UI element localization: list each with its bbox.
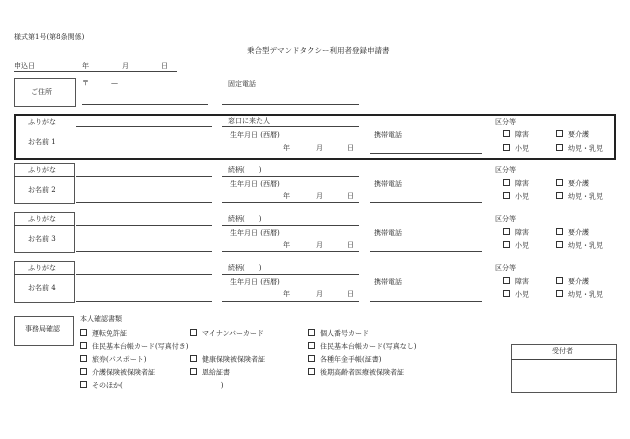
checkbox-icon: [80, 368, 87, 375]
disability-label: 障害: [515, 130, 529, 139]
landline-input-line[interactable]: [222, 104, 359, 105]
doc-label: 後期高齢者医療被保険者証: [320, 368, 404, 377]
applicant-3-disability-checkbox[interactable]: [503, 229, 529, 237]
applicant-3-relation-label: 続柄( ): [228, 215, 262, 223]
applicant-1-disability-checkbox[interactable]: [503, 131, 529, 139]
applicant-3-care-checkbox[interactable]: [556, 229, 589, 237]
checkbox-icon: [556, 130, 563, 137]
form-title: 乗合型デマンドタクシー利用者登録申請書: [247, 46, 390, 55]
applicant-1-child-checkbox[interactable]: [503, 145, 529, 153]
doc-label: そのほか( ): [92, 381, 224, 390]
doc-resident-card-photo[interactable]: [80, 343, 188, 351]
date-label: 申込日: [14, 62, 35, 70]
infant-label: 幼児・乳児: [568, 192, 603, 201]
office-confirm-label: 事務局確認: [25, 325, 60, 333]
applicant-1-birth-year: 年: [283, 144, 290, 152]
applicant-1-care-checkbox[interactable]: [556, 131, 589, 139]
date-month-unit: 月: [122, 62, 129, 70]
infant-label: 幼児・乳児: [568, 144, 603, 153]
applicant-4-mobile-label: 携帯電話: [374, 278, 402, 286]
doc-personal-number-card[interactable]: [308, 330, 369, 338]
receiver-label: 受付者: [552, 347, 573, 355]
checkbox-icon: [556, 241, 563, 248]
applicant-2-divider: [14, 176, 75, 177]
applicant-3-birth-year: 年: [283, 241, 290, 249]
care-label: 要介護: [568, 228, 589, 237]
applicant-3-mobile-label: 携帯電話: [374, 229, 402, 237]
applicant-2-relation-field[interactable]: [222, 176, 359, 177]
doc-care-insurance[interactable]: [80, 369, 155, 377]
infant-label: 幼児・乳児: [568, 241, 603, 250]
applicant-4-relation-label: 続柄( ): [228, 264, 262, 272]
checkbox-icon: [503, 144, 510, 151]
care-label: 要介護: [568, 179, 589, 188]
landline-label: 固定電話: [228, 80, 256, 88]
id-documents-heading: 本人確認書類: [80, 315, 122, 323]
applicant-4-disability-checkbox[interactable]: [503, 278, 529, 286]
checkbox-icon: [190, 329, 197, 336]
applicant-4-birth-field[interactable]: [222, 301, 359, 302]
applicant-2-name-field[interactable]: [76, 202, 212, 203]
applicant-4-birth-day: 日: [347, 290, 354, 298]
applicant-1-name-label: お名前 1: [28, 138, 56, 146]
doc-label: マイナンバーカード: [202, 329, 264, 338]
doc-label: 住民基本台帳カード(写真なし): [320, 342, 417, 351]
applicant-3-category-label: 区分等: [495, 215, 516, 223]
doc-drivers-license[interactable]: [80, 330, 127, 338]
checkbox-icon: [503, 130, 510, 137]
applicant-2-birth-field[interactable]: [222, 202, 359, 203]
applicant-2-child-checkbox[interactable]: [503, 193, 529, 201]
infant-label: 幼児・乳児: [568, 290, 603, 299]
postal-dash: —: [111, 79, 118, 87]
applicant-4-child-checkbox[interactable]: [503, 291, 529, 299]
checkbox-icon: [308, 342, 315, 349]
applicant-4-birth-year: 年: [283, 290, 290, 298]
checkbox-icon: [80, 381, 87, 388]
checkbox-icon: [503, 241, 510, 248]
applicant-3-mobile-field[interactable]: [370, 251, 482, 252]
checkbox-icon: [503, 277, 510, 284]
doc-resident-card-no-photo[interactable]: [308, 343, 416, 351]
applicant-4-mobile-field[interactable]: [370, 301, 482, 302]
applicant-2-birth-label: 生年月日 (西暦): [230, 180, 280, 188]
applicant-4-infant-checkbox[interactable]: [556, 291, 603, 299]
applicant-4-name-field[interactable]: [76, 301, 212, 302]
checkbox-icon: [308, 355, 315, 362]
applicant-1-category-label: 区分等: [495, 118, 516, 126]
date-underline: [14, 71, 177, 72]
applicant-2-category-label: 区分等: [495, 166, 516, 174]
applicant-4-furigana-field[interactable]: [76, 274, 212, 275]
applicant-3-birth-field[interactable]: [222, 251, 359, 252]
care-label: 要介護: [568, 130, 589, 139]
checkbox-icon: [503, 192, 510, 199]
doc-passport[interactable]: [80, 356, 146, 364]
doc-label: 運転免許証: [92, 329, 127, 338]
applicant-3-name-label: お名前 3: [28, 235, 56, 243]
applicant-1-birth-label: 生年月日 (西暦): [230, 131, 280, 139]
form-number: 様式第1号(第8条関係): [14, 33, 85, 41]
checkbox-icon: [308, 329, 315, 336]
applicant-3-furigana-label: ふりがな: [28, 215, 56, 223]
disability-label: 障害: [515, 277, 529, 286]
applicant-2-birth-day: 日: [347, 192, 354, 200]
applicant-1-relation-label: 窓口に来た人: [228, 117, 270, 125]
doc-label: 恩給証書: [202, 368, 230, 377]
checkbox-icon: [556, 228, 563, 235]
child-label: 小児: [515, 290, 529, 299]
applicant-4-birth-month: 月: [316, 290, 323, 298]
checkbox-icon: [80, 355, 87, 362]
applicant-4-name-label: お名前 4: [28, 284, 56, 292]
doc-label: 介護保険被保険者証: [92, 368, 155, 377]
checkbox-icon: [503, 179, 510, 186]
checkbox-icon: [503, 228, 510, 235]
applicant-1-birth-month: 月: [316, 144, 323, 152]
applicant-2-infant-checkbox[interactable]: [556, 193, 603, 201]
applicant-1-furigana-field[interactable]: [76, 126, 212, 127]
applicant-4-divider: [14, 274, 75, 275]
doc-label: 個人番号カード: [320, 329, 369, 338]
address-input-line[interactable]: [82, 104, 208, 105]
applicant-2-disability-checkbox[interactable]: [503, 180, 529, 188]
applicant-2-care-checkbox[interactable]: [556, 180, 589, 188]
date-year-unit: 年: [82, 62, 89, 70]
doc-health-insurance[interactable]: [190, 356, 265, 364]
applicant-4-furigana-label: ふりがな: [28, 264, 56, 272]
child-label: 小児: [515, 241, 529, 250]
doc-other[interactable]: [80, 382, 223, 390]
applicant-2-relation-label: 続柄( ): [228, 166, 262, 174]
checkbox-icon: [190, 368, 197, 375]
checkbox-icon: [190, 355, 197, 362]
doc-label: 各種年金手帳(証書): [320, 355, 382, 364]
applicant-3-child-checkbox[interactable]: [503, 242, 529, 250]
applicant-2-name-label: お名前 2: [28, 186, 56, 194]
applicant-2-birth-month: 月: [316, 192, 323, 200]
applicant-1-relation-field[interactable]: [222, 126, 359, 127]
checkbox-icon: [80, 329, 87, 336]
applicant-2-mobile-label: 携帯電話: [374, 180, 402, 188]
checkbox-icon: [556, 144, 563, 151]
child-label: 小児: [515, 144, 529, 153]
checkbox-icon: [556, 179, 563, 186]
applicant-4-birth-label: 生年月日 (西暦): [230, 278, 280, 286]
applicant-1-mobile-field[interactable]: [370, 153, 482, 154]
applicant-3-divider: [14, 225, 75, 226]
address-label: ご住所: [31, 88, 52, 96]
doc-label: 旅券(パスポート): [92, 355, 147, 364]
child-label: 小児: [515, 192, 529, 201]
checkbox-icon: [556, 290, 563, 297]
applicant-1-infant-checkbox[interactable]: [556, 145, 603, 153]
applicant-2-birth-year: 年: [283, 192, 290, 200]
applicant-4-care-checkbox[interactable]: [556, 278, 589, 286]
doc-label: 健康保険被保険者証: [202, 355, 265, 364]
checkbox-icon: [556, 277, 563, 284]
applicant-3-furigana-field[interactable]: [76, 225, 212, 226]
applicant-3-relation-field[interactable]: [222, 225, 359, 226]
doc-label: 住民基本台帳カード(写真付き): [92, 342, 189, 351]
applicant-3-birth-label: 生年月日 (西暦): [230, 229, 280, 237]
applicant-4-relation-field[interactable]: [222, 274, 359, 275]
doc-my-number-card[interactable]: [190, 330, 264, 338]
checkbox-icon: [80, 342, 87, 349]
applicant-3-infant-checkbox[interactable]: [556, 242, 603, 250]
applicant-1-mobile-label: 携帯電話: [374, 131, 402, 139]
checkbox-icon: [503, 290, 510, 297]
applicant-1-birth-day: 日: [347, 144, 354, 152]
receiver-divider: [511, 359, 617, 360]
applicant-3-name-field[interactable]: [76, 251, 212, 252]
applicant-4-category-label: 区分等: [495, 264, 516, 272]
checkbox-icon: [556, 192, 563, 199]
applicant-3-birth-month: 月: [316, 241, 323, 249]
applicant-3-birth-day: 日: [347, 241, 354, 249]
disability-label: 障害: [515, 179, 529, 188]
doc-elderly-medical[interactable]: [308, 369, 404, 377]
date-day-unit: 日: [161, 62, 168, 70]
applicant-1-furigana-label: ふりがな: [28, 118, 56, 126]
checkbox-icon: [308, 368, 315, 375]
applicant-2-furigana-label: ふりがな: [28, 166, 56, 174]
applicant-2-mobile-field[interactable]: [370, 202, 482, 203]
applicant-2-furigana-field[interactable]: [76, 176, 212, 177]
care-label: 要介護: [568, 277, 589, 286]
doc-pension-book[interactable]: [308, 356, 381, 364]
doc-pension-certificate[interactable]: [190, 369, 230, 377]
postal-mark: 〒: [82, 79, 89, 87]
disability-label: 障害: [515, 228, 529, 237]
